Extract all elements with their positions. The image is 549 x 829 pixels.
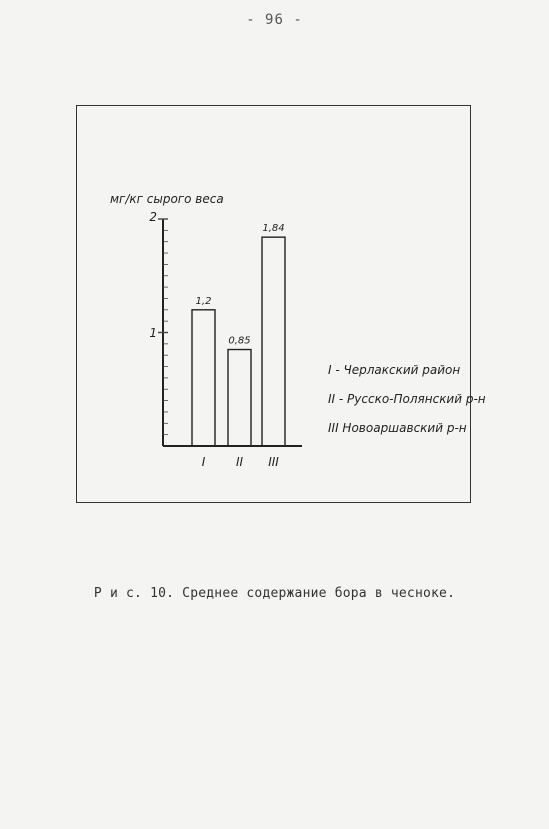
bar-value-label-2: 0,85 <box>228 335 251 347</box>
bars-group <box>192 223 285 469</box>
page-number: - 96 - <box>246 12 303 28</box>
bar-value-label-3: 1,84 <box>262 223 285 235</box>
y-axis-label: мг/кг сырого веса <box>110 192 224 206</box>
x-tick-label-3: III <box>268 455 279 469</box>
figure-caption: Р и с. 10. Среднее содержание бора в чесноке. <box>93 586 456 601</box>
bar-3 <box>262 237 285 446</box>
x-tick-label-2: II <box>235 455 244 469</box>
bar-1 <box>192 310 215 446</box>
legend-item-2: II - Русско-Полянский р-н <box>328 392 486 406</box>
y-tick-label-2: 2 <box>149 210 157 224</box>
bar-value-label-1: 1,2 <box>195 295 212 307</box>
x-tick-label-1: I <box>201 455 206 469</box>
legend-item-3: III Новоаршавский р-н <box>328 421 467 435</box>
y-tick-label-1: 1 <box>149 326 157 340</box>
bar-2 <box>228 350 251 446</box>
legend-item-1: I - Черлакский район <box>328 363 461 377</box>
